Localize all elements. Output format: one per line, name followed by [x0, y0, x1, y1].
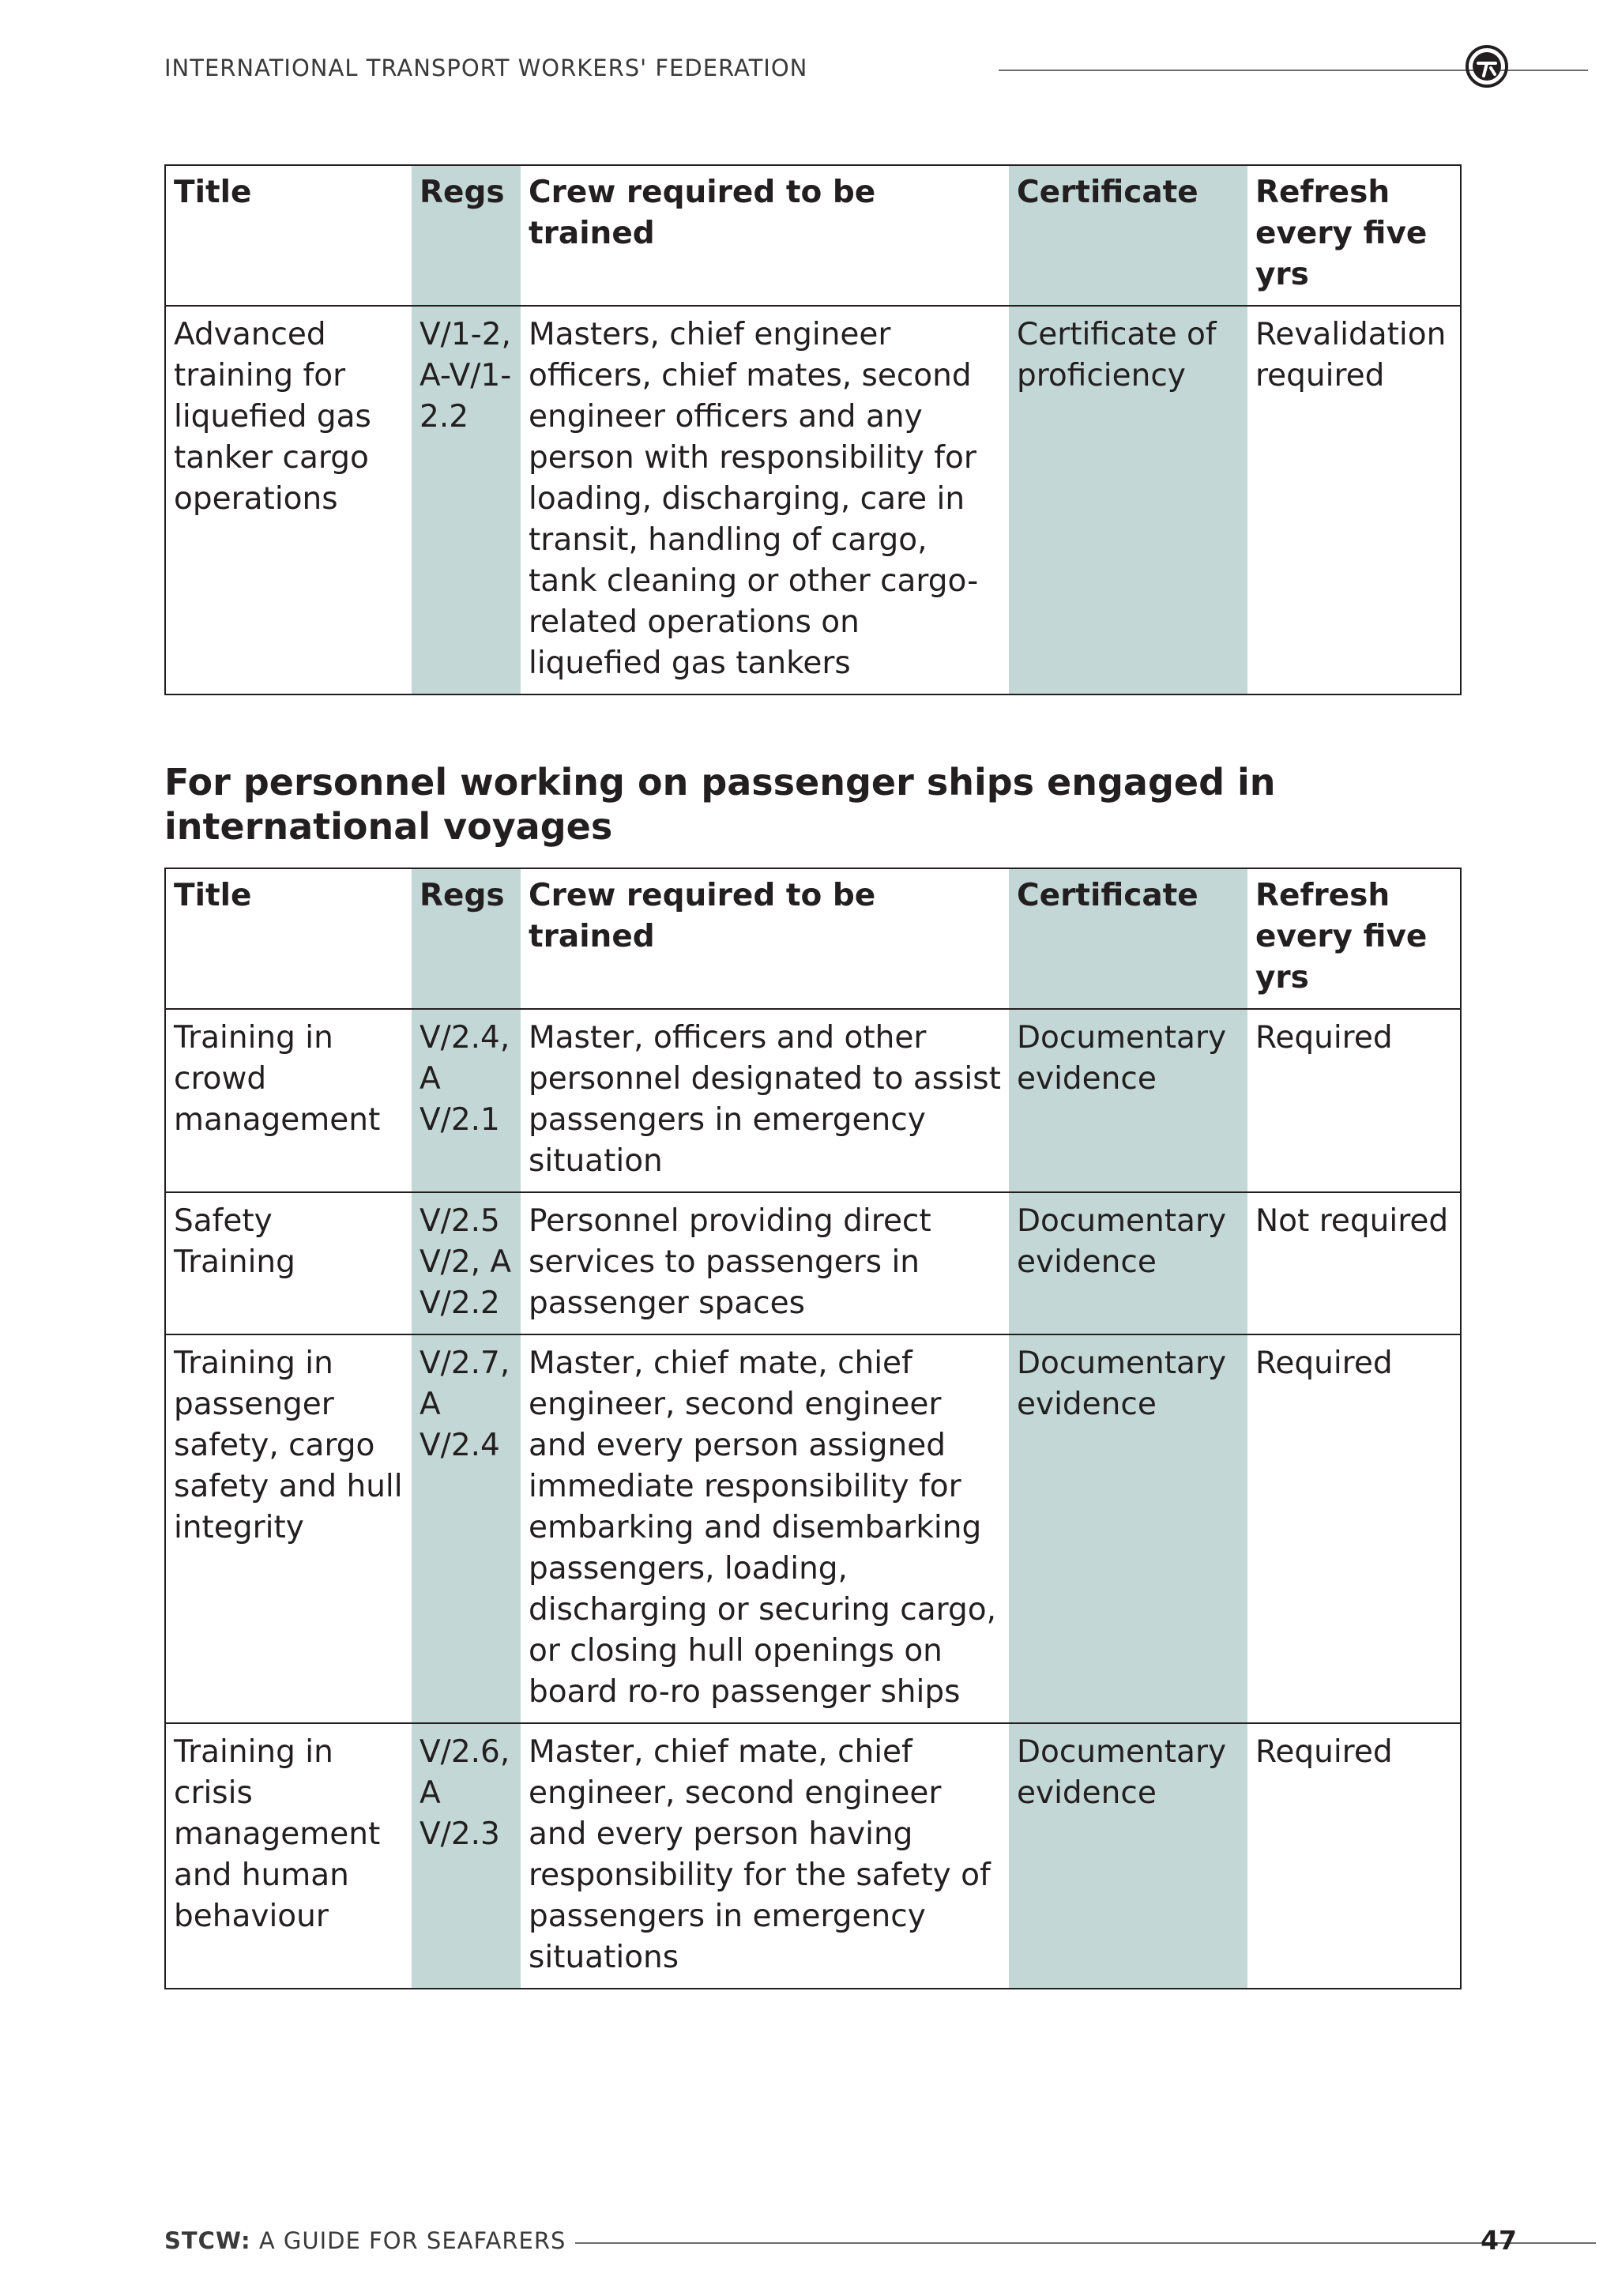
training-title-cell: Training in crisis management and human behaviour	[165, 1723, 412, 1989]
crew-cell: Master, chief mate, chief engineer, second engineer and every person assigned immediate responsibility for embarking and disembarking passengers, loading, discharging or securing cargo, or closing hull openings on board ro-ro passenger ships	[521, 1334, 1009, 1723]
regs-cell: V/2.7, A V/2.4	[412, 1334, 521, 1723]
itf-logo-icon	[1465, 44, 1509, 88]
footer-divider	[575, 2242, 1596, 2244]
guide-title-bold: STCW:	[164, 2227, 251, 2254]
crew-cell: Master, officers and other personnel designated to assist passengers in emergency situation	[521, 1009, 1009, 1192]
refresh-cell: Required	[1247, 1723, 1461, 1989]
organization-name: INTERNATIONAL TRANSPORT WORKERS' FEDERATION	[164, 55, 808, 81]
guide-title	[164, 2225, 566, 2256]
table-row	[165, 306, 1461, 694]
crew-cell: Personnel providing direct services to passengers in passenger spaces	[521, 1192, 1009, 1334]
crew-cell: Master, chief mate, chief engineer, second engineer and every person having responsibility for the safety of passengers in emergency situations	[521, 1723, 1009, 1989]
column-header-refresh: Refresh every five yrs	[1247, 165, 1461, 306]
table-row	[165, 1192, 1461, 1334]
page-number: 47	[1481, 2225, 1517, 2256]
certificate-cell: Documentary evidence	[1009, 1723, 1247, 1989]
refresh-cell: Required	[1247, 1334, 1461, 1723]
table-row	[165, 1723, 1461, 1989]
column-header-crew: Crew required to be trained	[521, 165, 1009, 306]
training-title-cell: Training in crowd management	[165, 1009, 412, 1192]
refresh-cell: Required	[1247, 1009, 1461, 1192]
column-header-title: Title	[165, 165, 412, 306]
certificate-cell: Documentary evidence	[1009, 1192, 1247, 1334]
column-header-title: Title	[165, 868, 412, 1009]
certificate-cell: Documentary evidence	[1009, 1334, 1247, 1723]
training-title-cell: Training in passenger safety, cargo safety and hull integrity	[165, 1334, 412, 1723]
table-header-row	[165, 868, 1461, 1009]
page-footer	[164, 2225, 1517, 2260]
regs-cell: V/2.6, A V/2.3	[412, 1723, 521, 1989]
guide-title-rest: A GUIDE FOR SEAFARERS	[250, 2227, 566, 2254]
refresh-cell: Not required	[1247, 1192, 1461, 1334]
regs-cell: V/1-2, A-V/1-2.2	[412, 306, 521, 694]
refresh-cell: Revalidation required	[1247, 306, 1461, 694]
table-row	[165, 1334, 1461, 1723]
certificate-cell: Documentary evidence	[1009, 1009, 1247, 1192]
training-title-cell: Advanced training for liquefied gas tanker cargo operations	[165, 306, 412, 694]
column-header-regs: Regs	[412, 165, 521, 306]
liquefied-gas-training-table	[164, 164, 1462, 695]
section-heading: For personnel working on passenger ships engaged in international voyages	[164, 761, 1276, 848]
column-header-certificate: Certificate	[1009, 868, 1247, 1009]
certificate-cell: Certificate of proficiency	[1009, 306, 1247, 694]
table-header-row	[165, 165, 1461, 306]
regs-cell: V/2.4, A V/2.1	[412, 1009, 521, 1192]
regs-cell: V/2.5 V/2, A V/2.2	[412, 1192, 521, 1334]
training-title-cell: Safety Training	[165, 1192, 412, 1334]
table-row	[165, 1009, 1461, 1192]
column-header-refresh: Refresh every five yrs	[1247, 868, 1461, 1009]
column-header-certificate: Certificate	[1009, 165, 1247, 306]
column-header-crew: Crew required to be trained	[521, 868, 1009, 1009]
crew-cell: Masters, chief engineer officers, chief mates, second engineer officers and any person with responsibility for loading, discharging, care in transit, handling of cargo, tank cleaning or other cargo-related operations on liquefied gas tankers	[521, 306, 1009, 694]
passenger-ship-training-table	[164, 868, 1462, 1989]
column-header-regs: Regs	[412, 868, 521, 1009]
page-header	[164, 52, 1517, 100]
